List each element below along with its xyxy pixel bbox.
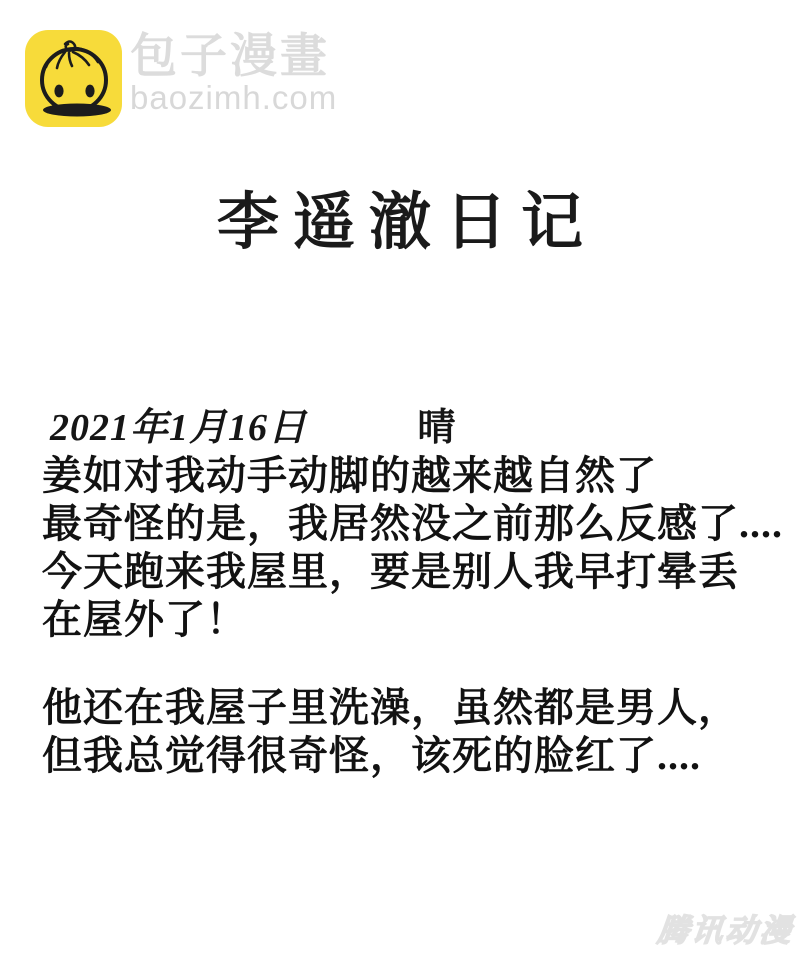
diary-paragraph-2 — [42, 684, 792, 780]
baozi-bun-icon — [25, 30, 122, 127]
site-logo-text — [130, 29, 338, 116]
diary-line: 他还在我屋子里洗澡，虽然都是男人， — [42, 685, 739, 730]
diary-date: 2021年1月16日 — [50, 407, 308, 449]
site-logo — [25, 30, 337, 127]
diary-line: 最奇怪的是，我居然没之前那么反感了.... — [42, 501, 783, 546]
diary-dateline — [50, 396, 457, 451]
diary-title: 李遥澈日记 — [216, 189, 597, 257]
diary-line: 今天跑来我屋里，要是别人我早打晕丢 — [42, 549, 739, 594]
diary-line: 姜如对我动手动脚的越来越自然了 — [42, 453, 657, 498]
diary-line: 但我总觉得很奇怪，该死的脸红了.... — [42, 733, 701, 778]
diary-line: 在屋外了！ — [42, 597, 247, 642]
tencent-comics-watermark: 腾讯动漫 — [655, 913, 796, 948]
diary-paragraph-1 — [42, 452, 792, 644]
diary-weather: 晴 — [417, 407, 457, 449]
site-name: 包子漫畫 — [130, 29, 330, 82]
diary-body — [42, 452, 792, 780]
site-url: baozimh.com — [130, 79, 338, 116]
